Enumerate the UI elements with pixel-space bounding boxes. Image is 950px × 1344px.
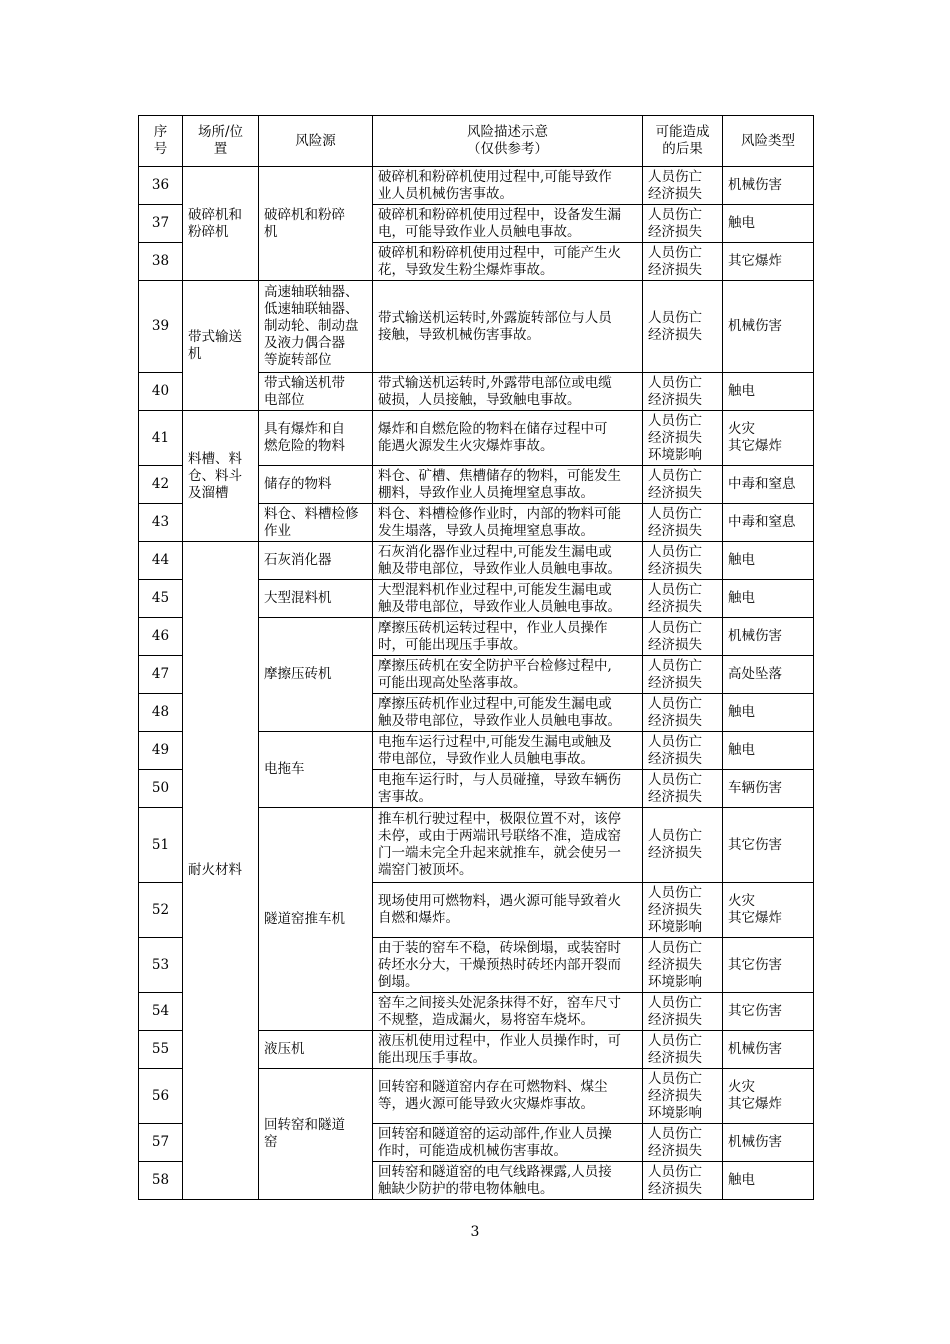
risk-type-cell: 机械伤害: [723, 1031, 814, 1069]
header-type: 风险类型: [723, 116, 814, 167]
risk-description-cell: 带式输送机运转时,外露旋转部位与人员 接触，导致机械伤害事故。: [373, 281, 643, 373]
row-number: 53: [139, 938, 183, 993]
row-number: 52: [139, 883, 183, 938]
row-number: 39: [139, 281, 183, 373]
risk-type-cell: 其它伤害: [723, 808, 814, 883]
risk-source-cell: 储存的物料: [259, 466, 373, 504]
risk-description-cell: 电拖车运行过程中,可能发生漏电或触及 带电部位，导致作业人员触电事故。: [373, 732, 643, 770]
risk-source-cell: 摩擦压砖机: [259, 618, 373, 732]
risk-source-cell: 石灰消化器: [259, 542, 373, 580]
header-row: [139, 116, 814, 167]
consequence-cell: 人员伤亡 经济损失: [643, 993, 723, 1031]
consequence-cell: 人员伤亡 经济损失: [643, 243, 723, 281]
table-row: [139, 542, 814, 580]
risk-type-cell: 触电: [723, 732, 814, 770]
risk-source-cell: 隧道窑推车机: [259, 808, 373, 1031]
risk-description-cell: 摩擦压砖机运转过程中，作业人员操作 时，可能出现压手事故。: [373, 618, 643, 656]
row-number: 40: [139, 373, 183, 411]
risk-source-cell: 回转窑和隧道 窑: [259, 1069, 373, 1200]
risk-type-cell: 触电: [723, 1162, 814, 1200]
risk-type-cell: 中毒和窒息: [723, 466, 814, 504]
risk-type-cell: 火灾 其它爆炸: [723, 883, 814, 938]
row-number: 37: [139, 205, 183, 243]
risk-source-cell: 带式输送机带 电部位: [259, 373, 373, 411]
consequence-cell: 人员伤亡 经济损失: [643, 1124, 723, 1162]
place-cell: 带式输送 机: [183, 281, 259, 411]
row-number: 49: [139, 732, 183, 770]
table-row: [139, 167, 814, 205]
consequence-cell: 人员伤亡 经济损失: [643, 167, 723, 205]
risk-source-cell: 料仓、料槽检修 作业: [259, 504, 373, 542]
consequence-cell: 人员伤亡 经济损失: [643, 1031, 723, 1069]
consequence-cell: 人员伤亡 经济损失: [643, 770, 723, 808]
consequence-cell: 人员伤亡 经济损失: [643, 504, 723, 542]
risk-type-cell: 中毒和窒息: [723, 504, 814, 542]
risk-description-cell: 料仓、料槽检修作业时，内部的物料可能 发生塌落，导致人员掩埋窒息事故。: [373, 504, 643, 542]
page-number: 3: [470, 1224, 480, 1240]
consequence-cell: 人员伤亡 经济损失: [643, 656, 723, 694]
risk-type-cell: 其它伤害: [723, 938, 814, 993]
row-number: 56: [139, 1069, 183, 1124]
consequence-cell: 人员伤亡 经济损失 环境影响: [643, 883, 723, 938]
row-number: 57: [139, 1124, 183, 1162]
consequence-cell: 人员伤亡 经济损失 环境影响: [643, 1069, 723, 1124]
risk-type-cell: 高处坠落: [723, 656, 814, 694]
risk-description-cell: 破碎机和粉碎机使用过程中，设备发生漏 电，可能导致作业人员触电事故。: [373, 205, 643, 243]
place-cell: 耐火材料: [183, 542, 259, 1200]
row-number: 54: [139, 993, 183, 1031]
risk-source-cell: 电拖车: [259, 732, 373, 808]
risk-description-cell: 现场使用可燃物料，遇火源可能导致着火 自燃和爆炸。: [373, 883, 643, 938]
risk-description-cell: 大型混料机作业过程中,可能发生漏电或 触及带电部位，导致作业人员触电事故。: [373, 580, 643, 618]
place-cell: 破碎机和 粉碎机: [183, 167, 259, 281]
risk-description-cell: 回转窑和隧道窑内存在可燃物料、煤尘 等，遇火源可能导致火灾爆炸事故。: [373, 1069, 643, 1124]
risk-description-cell: 电拖车运行时，与人员碰撞，导致车辆伤 害事故。: [373, 770, 643, 808]
row-number: 50: [139, 770, 183, 808]
table-row: [139, 411, 814, 466]
row-number: 42: [139, 466, 183, 504]
consequence-cell: 人员伤亡 经济损失: [643, 580, 723, 618]
row-number: 43: [139, 504, 183, 542]
place-cell: 料槽、料 仓、料斗 及溜槽: [183, 411, 259, 542]
consequence-cell: 人员伤亡 经济损失: [643, 808, 723, 883]
consequence-cell: 人员伤亡 经济损失 环境影响: [643, 411, 723, 466]
header-desc: 风险描述示意 （仅供参考）: [373, 116, 643, 167]
consequence-cell: 人员伤亡 经济损失: [643, 694, 723, 732]
risk-source-cell: 液压机: [259, 1031, 373, 1069]
risk-source-cell: 具有爆炸和自 燃危险的物料: [259, 411, 373, 466]
risk-type-cell: 其它爆炸: [723, 243, 814, 281]
risk-source-cell: 高速轴联轴器、 低速轴联轴器、 制动轮、制动盘 及液力偶合器 等旋转部位: [259, 281, 373, 373]
risk-description-cell: 回转窑和隧道窑的运动部件,作业人员操 作时，可能造成机械伤害事故。: [373, 1124, 643, 1162]
row-number: 45: [139, 580, 183, 618]
table-row: [139, 281, 814, 373]
risk-description-cell: 摩擦压砖机作业过程中,可能发生漏电或 触及带电部位，导致作业人员触电事故。: [373, 694, 643, 732]
risk-description-cell: 破碎机和粉碎机使用过程中,可能导致作 业人员机械伤害事故。: [373, 167, 643, 205]
risk-type-cell: 其它伤害: [723, 993, 814, 1031]
risk-description-cell: 破碎机和粉碎机使用过程中，可能产生火 花，导致发生粉尘爆炸事故。: [373, 243, 643, 281]
risk-type-cell: 机械伤害: [723, 281, 814, 373]
consequence-cell: 人员伤亡 经济损失: [643, 618, 723, 656]
row-number: 44: [139, 542, 183, 580]
risk-description-cell: 带式输送机运转时,外露带电部位或电缆 破损，人员接触，导致触电事故。: [373, 373, 643, 411]
row-number: 36: [139, 167, 183, 205]
header-place: 场所/位 置: [183, 116, 259, 167]
risk-type-cell: 触电: [723, 205, 814, 243]
consequence-cell: 人员伤亡 经济损失: [643, 466, 723, 504]
row-number: 38: [139, 243, 183, 281]
row-number: 46: [139, 618, 183, 656]
consequence-cell: 人员伤亡 经济损失: [643, 542, 723, 580]
row-number: 48: [139, 694, 183, 732]
risk-table: [138, 115, 814, 1200]
risk-type-cell: 机械伤害: [723, 1124, 814, 1162]
risk-type-cell: 火灾 其它爆炸: [723, 411, 814, 466]
risk-description-cell: 爆炸和自燃危险的物料在储存过程中可 能遇火源发生火灾爆炸事故。: [373, 411, 643, 466]
risk-type-cell: 触电: [723, 373, 814, 411]
header-consequence: 可能造成 的后果: [643, 116, 723, 167]
consequence-cell: 人员伤亡 经济损失: [643, 373, 723, 411]
risk-type-cell: 机械伤害: [723, 167, 814, 205]
risk-description-cell: 石灰消化器作业过程中,可能发生漏电或 触及带电部位，导致作业人员触电事故。: [373, 542, 643, 580]
row-number: 51: [139, 808, 183, 883]
risk-source-cell: 大型混料机: [259, 580, 373, 618]
risk-source-cell: 破碎机和粉碎 机: [259, 167, 373, 281]
risk-description-cell: 液压机使用过程中，作业人员操作时，可 能出现压手事故。: [373, 1031, 643, 1069]
consequence-cell: 人员伤亡 经济损失: [643, 205, 723, 243]
risk-description-cell: 摩擦压砖机在安全防护平台检修过程中, 可能出现高处坠落事故。: [373, 656, 643, 694]
row-number: 47: [139, 656, 183, 694]
row-number: 58: [139, 1162, 183, 1200]
risk-type-cell: 触电: [723, 580, 814, 618]
header-source: 风险源: [259, 116, 373, 167]
risk-description-cell: 由于装的窑车不稳，砖垛倒塌，或装窑时 砖坯水分大，干燥预热时砖坯内部开裂而 倒塌。: [373, 938, 643, 993]
risk-description-cell: 推车机行驶过程中，极限位置不对，该停 未停，或由于两端讯号联络不准，造成窑 门一端未完全升起来就推车，就会使另一 端窑门被顶坏。: [373, 808, 643, 883]
risk-description-cell: 窑车之间接头处泥条抹得不好，窑车尺寸 不规整，造成漏火，易将窑车烧坏。: [373, 993, 643, 1031]
consequence-cell: 人员伤亡 经济损失: [643, 732, 723, 770]
risk-type-cell: 车辆伤害: [723, 770, 814, 808]
risk-type-cell: 触电: [723, 542, 814, 580]
risk-description-cell: 料仓、矿槽、焦槽储存的物料，可能发生 棚料，导致作业人员掩埋窒息事故。: [373, 466, 643, 504]
risk-description-cell: 回转窑和隧道窑的电气线路裸露,人员接 触缺少防护的带电物体触电。: [373, 1162, 643, 1200]
row-number: 41: [139, 411, 183, 466]
risk-type-cell: 机械伤害: [723, 618, 814, 656]
row-number: 55: [139, 1031, 183, 1069]
risk-type-cell: 触电: [723, 694, 814, 732]
risk-type-cell: 火灾 其它爆炸: [723, 1069, 814, 1124]
consequence-cell: 人员伤亡 经济损失: [643, 281, 723, 373]
header-no: 序 号: [139, 116, 183, 167]
consequence-cell: 人员伤亡 经济损失 环境影响: [643, 938, 723, 993]
consequence-cell: 人员伤亡 经济损失: [643, 1162, 723, 1200]
